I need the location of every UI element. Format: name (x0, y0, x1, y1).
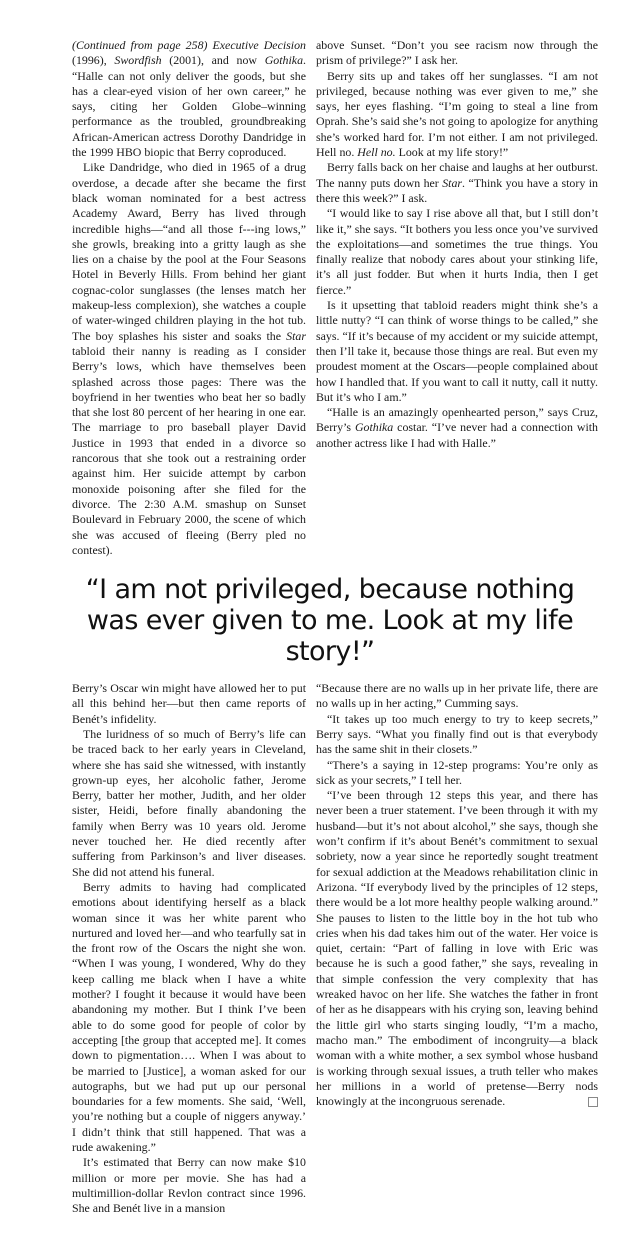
text: Berry falls back on her chaise and laughs at her outburst. The nanny puts down her (316, 160, 598, 190)
film-title: Swordfish (114, 53, 162, 68)
text: . “Halle can not only deliver the goods, but she has a clear-eyed vision of her own career,” he says, citing her Golden Globe–winning performance as the troubled, groundbreaking African-American actress Dorothy Dandridge in the 1999 HBO biopic that Berry coproduced. (72, 53, 306, 160)
publication-title: Star (286, 328, 306, 343)
paragraph: The luridness of so much of Berry’s life can be traced back to her early years in Cleveland, where she has said she witnessed, with instantly grown-up eyes, her alcoholic father, Jerome Berry, batter her mother, Judith, and her older sister, Heidi, before finally abandoning the family when Berry was 10 years old. Jerome never touched her. He died recently after suffering from Parkinson’s and liver diseases. She did not attend his funeral. (72, 726, 306, 879)
article-column-top-right (316, 38, 598, 451)
text: tabloid their nanny is reading as I consider Berry’s lows, which have themselves been splashed across those pages: There was the boyfriend in her twenties who beat her so badly that she lost 80 percent of her hearing in one ear. The marriage to pro baseball player David Justice in 1993 that ended in a divorce so rancorous that she took out a restraining order against him. Her suicide attempt by carbon monoxide poisoning after she filed for the divorce. The 2:30 A.M. smashup on Sunset Boulevard in February 2000, the scene of which she was accused of fleeing (Berry pled no contest). (72, 343, 306, 557)
text: Berry sits up and takes off her sunglasses. “I am not privileged, because nothing was ever given to me,” she says, her eyes flashing. “I’m going to steal a line from Oprah. She’s said she’s not going to apologize for anything she’s worked hard for. I’m not either. I am not privileged. Hell no. (316, 68, 598, 160)
end-of-article-mark-icon (588, 1097, 598, 1107)
publication-title: Star (442, 175, 463, 190)
text: . “Think you have a story in there this week?” I ask. (316, 175, 598, 205)
text: “I’ve been through 12 steps this year, and there has never been a truer statement. I’ve been through it with my husband—but it’s not about alcohol,” she says, though she won’t confirm if it’s about Benét’s commitment to sexual sobriety, now a year since he reportedly sought treatment for sexual addiction at the Meadows rehabilitation clinic in Arizona. “If everybody lived by the principles of 12 steps, there would be a lot more healthy people walking around.” She pauses to listen to the little boy in the hot tub who cries when his dad takes him out of the water. Her voice is quiet, certain: “Part of falling in love with Eric was because he is such a good father,” she says, revealing in that simple confession the very complexity that has wreaked havoc on her life. She watches the father in front of her as he disappears with his crying son, leaving behind the little girl who starts singing loudly, “I’m a macho, macho man.” The embodiment of incongruity—a black woman with a white mother, a sex symbol whose husband is working through sexual issues, a truth teller who makes her millions in a world of pretense—Berry nods knowingly at the incongruous serenade. (316, 788, 598, 1109)
paragraph: Is it upsetting that tabloid readers might think she’s a little nutty? “I can think of worse things to be called,” she says. “If it’s because of my accident or my suicide attempt, then I’ll take it, because those things are real. But even my proudest moment at the Oscars—people complained about how I handled that. If you want to call it nutty, call it nutty. But it’s who I am.” (316, 298, 598, 404)
paragraph: “I would like to say I rise above all that, but I still don’t like it,” she says. “It bothers you less once you’ve survived the exploitations—and sometimes the true things. You finally realize that nobody cares about your stinking life, it’s all just fodder. But when it hurts India, then I get fierce.” (316, 206, 598, 297)
paragraph (316, 69, 598, 161)
paragraph: Berry’s Oscar win might have allowed her to put all this behind her—but then came reports of Benét’s infidelity. (72, 681, 306, 726)
paragraph (316, 788, 598, 1109)
text: Look at my life story!” (395, 145, 509, 160)
text: costar. “I’ve never had a connection with another actress like I had with Halle.” (316, 420, 599, 450)
paragraph (72, 38, 306, 160)
paragraph: “It takes up too much energy to try to keep secrets,” Berry says. “What you finally find out is that everybody has the same shit in their closets.” (316, 711, 598, 757)
top-section (72, 38, 598, 558)
article-column-top-left (72, 38, 306, 558)
paragraph (316, 405, 598, 451)
film-title: Executive Decision (212, 38, 306, 52)
paragraph: It’s estimated that Berry can now make $10 million or more per movie. She has had a multimillion-dollar Revlon contract since 1996. She and Benét live in a mansion (72, 1155, 306, 1216)
paragraph (72, 160, 306, 558)
continued-from-note: (Continued from page 258) (72, 38, 208, 52)
film-title: Gothika (354, 420, 394, 435)
article-column-bottom-right (316, 681, 598, 1109)
paragraph: above Sunset. “Don’t you see racism now through the prism of privilege?” I ask her. (316, 38, 598, 68)
paragraph: “Because there are no walls up in her private life, there are no walls up in her acting,” Cumming says. (316, 681, 598, 711)
paragraph: “There’s a saying in 12-step programs: You’re only as sick as your secrets,” I tell her. (316, 757, 598, 787)
paragraph: Berry admits to having had complicated emotions about identifying herself as a black woman since it was her white parent who nurtured and loved her—and who tearfully sat in the front row of the Oscars the night she won. “When I was young, I wondered, Why do they keep calling me black when I have a white mother? I fought it because it would have been abandoning my mother. But I think I’ve been able to do some good for people of color by accepting [the group that accepted me]. It comes down to pigmentation…. When I was about to be married to [Justice], a woman asked for our autographs, but we had put up our personal boundaries for a few moments. She said, ‘Well, you’re nothing but a couple of niggers anyway.’ I didn’t think that still happened. That was a rude awakening.” (72, 879, 306, 1154)
text: (1996), (72, 53, 115, 68)
bottom-section (72, 681, 598, 1216)
text: (2001), and now (161, 53, 265, 68)
emphasis: Hell no. (357, 145, 396, 160)
pull-quote: “I am not privileged, because nothing was ever given to me. Look at my life story!” (85, 574, 575, 668)
text: Like Dandridge, who died in 1965 of a drug overdose, a decade after she became the first black woman nominated for a best actress Academy Award, Berry has lived through incredible highs—“and all those f---ing lows,” she growls, breaking into a gritty laugh as she lies on a chaise by the pool at the Four Seasons Hotel in Beverly Hills. From behind her giant cognac-color sunglasses (the lenses match her makeup-less complexion), she watches a couple of water-winged children playing in the hot tub. The boy splashes his sister and soaks the (72, 160, 306, 343)
article-column-bottom-left (72, 681, 306, 1216)
film-title: Gothika (264, 53, 304, 68)
text: “Halle is an amazingly openhearted person,” says Cruz, Berry’s (316, 405, 598, 435)
paragraph (316, 160, 598, 206)
